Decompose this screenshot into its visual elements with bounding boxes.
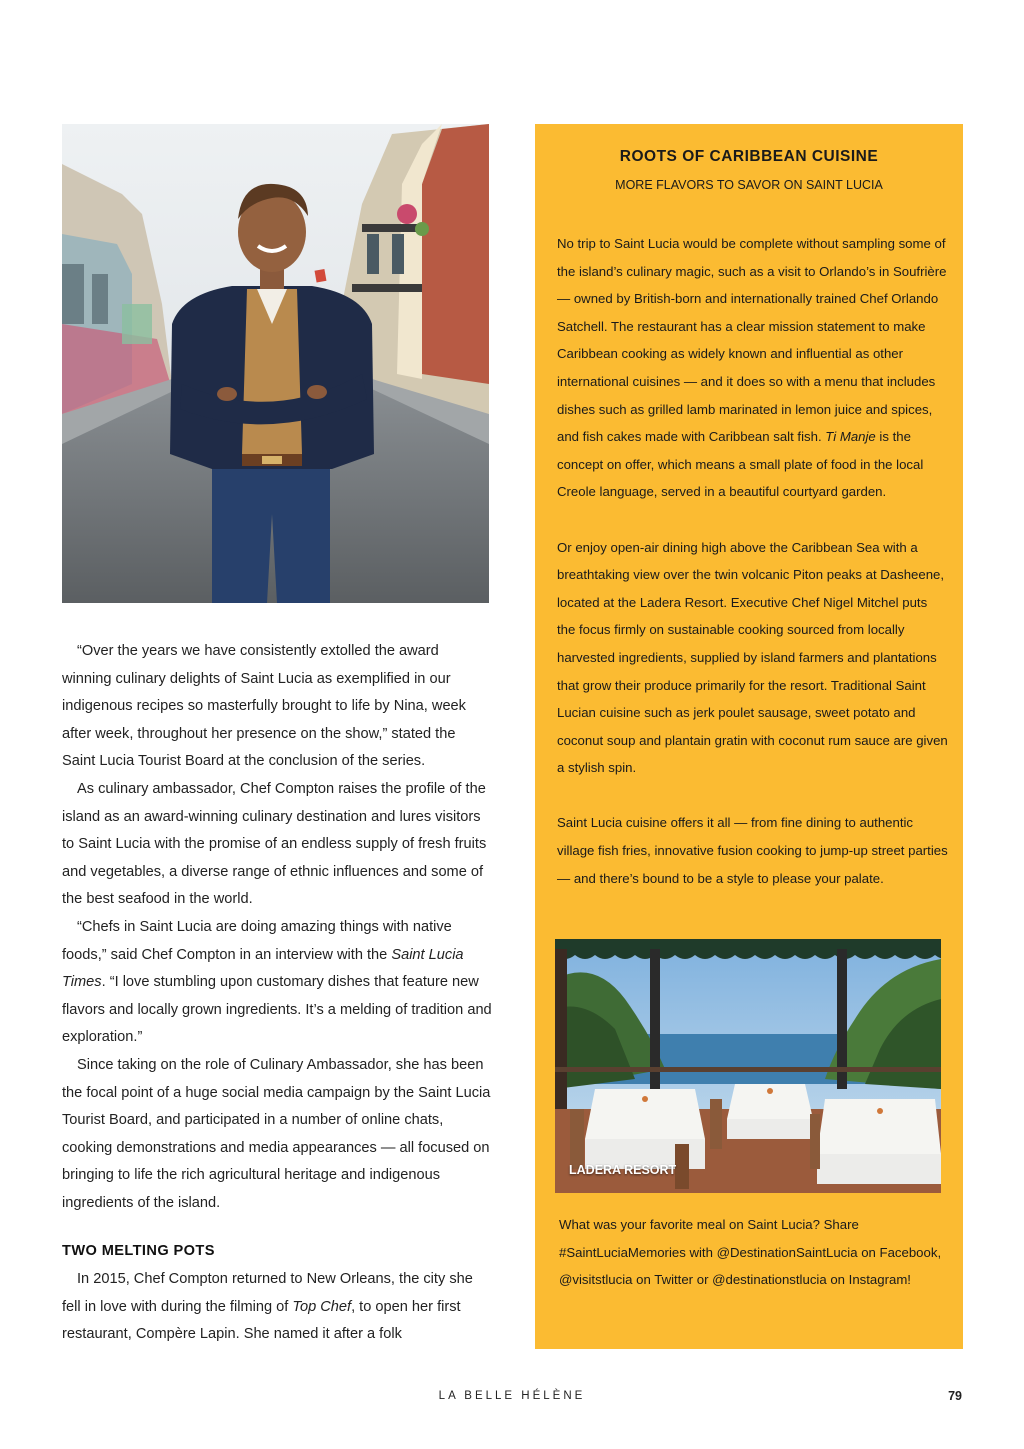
page-number: 79 [948,1389,962,1403]
concept-name: Ti Manje [825,429,876,445]
photo-caption: LADERA RESORT [569,1163,677,1177]
sidebar-body [557,230,949,892]
show-title: Top Chef [292,1298,352,1315]
chef-portrait-photo [62,124,489,603]
article-paragraph: “Chefs in Saint Lucia are doing amazing things with native foods,” said Chef Compton in an interview with the Saint Lucia Times. “I love stumbling upon customary dishes that feature new flavors and locally grown ingredients. It’s a melding of tradition and exploration.” [62,918,492,1046]
article-paragraph: In 2015, Chef Compton returned to New Orleans, the city she fell in love with during the filming of Top Chef, to open her first restaurant, Compère Lapin. She named it after a folk [62,1271,473,1343]
article-paragraph: “Over the years we have consistently extolled the award winning culinary delights of Saint Lucia as exemplified in our indigenous recipes so masterfully brought to life by Nina, week after week, throughout her presence on the show,” stated the Saint Lucia Tourist Board at the conclusion of the series. [62,643,466,770]
article-paragraph: Since taking on the role of Culinary Ambassador, she has been the focal point of a huge social media campaign by the Saint Lucia Tourist Board, and participated in a number of online chats, cooking demonstrations and media appearances — all focused on bringing to life the rich agricultural heritage and indigenous ingredients of the island. [62,1056,491,1211]
social-call-to-action: What was your favorite meal on Saint Lucia? Share #SaintLuciaMemories with @DestinationSaintLucia on Facebook, @visitstlucia on Twitter or @destinationstlucia on Instagram! [559,1217,942,1288]
ladera-resort-photo [555,939,941,1193]
sidebar-paragraph: Or enjoy open-air dining high above the Caribbean Sea with a breathtaking view over the twin volcanic Piton peaks at Dasheene, located at the Ladera Resort. Executive Chef Nigel Mitchel puts the focus firmly on sustainable cooking sourced from locally harvested ingredients, supplied by island farmers and plantations that grow their produce primarily for the resort. Traditional Saint Lucian cuisine such as jerk poulet sausage, sweet potato and coconut soup and plantain gratin with coconut rum sauce are given a stylish spin. [557,539,948,776]
sidebar-paragraph: No trip to Saint Lucia would be complete without sampling some of the island’s culinary magic, such as a visit to Orlando’s in Soufrière — owned by British-born and internationally trained Chef Orlando Satchell. The restaurant has a clear mission statement to make Caribbean cooking as widely known and influential as other international cuisines — and it does so with a menu that includes dishes such as grilled lamb marinated in lemon juice and spices, and fish cakes made with Caribbean salt fish. Ti Manje is the concept on offer, which means a small plate of food in the local Creole language, served in a beautiful courtyard garden. [557,236,947,500]
sidebar-box [535,124,963,1349]
sidebar-title: ROOTS OF CARIBBEAN CUISINE [619,148,879,165]
section-heading: TWO MELTING POTS [62,1243,215,1260]
publication-name: Saint Lucia Times [62,946,464,991]
article-body [62,638,492,1349]
article-paragraph: As culinary ambassador, Chef Compton raises the profile of the island as an award-winning culinary destination and lures visitors to Saint Lucia with the promise of an endless supply of fresh fruits and vegetables, a diverse range of ethnic influences and some of the best seafood in the world. [62,780,487,908]
sidebar-paragraph: Saint Lucia cuisine offers it all — from fine dining to authentic village fish fries, innovative fusion cooking to jump-up street parties — and there’s bound to be a style to please your palate. [557,815,948,886]
sidebar-subtitle: MORE FLAVORS TO SAVOR ON SAINT LUCIA [615,178,883,192]
magazine-name: LA BELLE HÉLÈNE [438,1390,586,1402]
